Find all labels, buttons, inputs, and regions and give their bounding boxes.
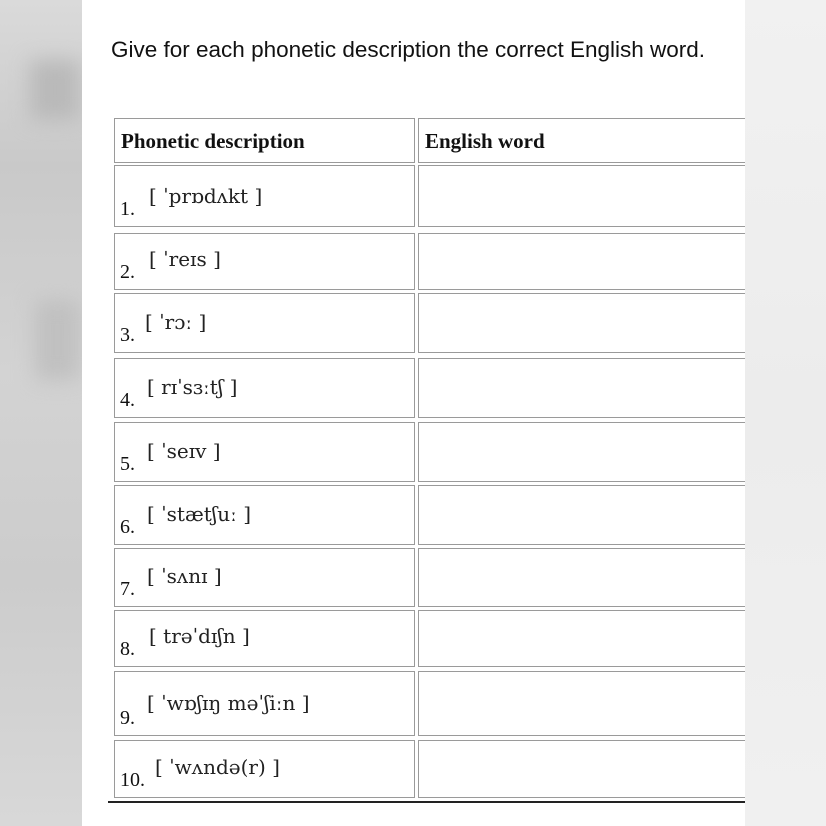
phonetic-cell: [114, 485, 415, 545]
row-number: 4.: [120, 389, 135, 411]
row-number: 5.: [120, 453, 135, 475]
row-number: 2.: [120, 261, 135, 283]
answer-cell[interactable]: [418, 233, 745, 290]
phonetic-transcription: [ ˈwʌndə(r) ]: [155, 755, 280, 779]
row-number: 8.: [120, 638, 135, 660]
answer-cell[interactable]: [418, 740, 745, 798]
table-row: [114, 358, 745, 418]
worksheet-page: [82, 0, 745, 826]
answer-cell[interactable]: [418, 422, 745, 482]
row-number: 1.: [120, 198, 135, 220]
answer-cell[interactable]: [418, 485, 745, 545]
table-row: [114, 610, 745, 667]
phonetic-transcription: [ trəˈdɪʃn ]: [149, 624, 250, 648]
header-english-word: English word: [425, 129, 545, 153]
phonetic-transcription: [ ˈwɒʃɪŋ məˈʃiːn ]: [147, 691, 310, 715]
phonetic-cell: [114, 358, 415, 418]
phonetic-cell: [114, 740, 415, 798]
table-row: [114, 740, 745, 798]
phonetic-cell: [114, 233, 415, 290]
header-phonetic-description: Phonetic description: [121, 129, 305, 153]
header-cell-phonetic: [114, 118, 415, 163]
phonetic-transcription: [ ˈrɔː ]: [145, 310, 207, 334]
header-cell-english: [418, 118, 745, 163]
phonetic-transcription: [ ˈstætʃuː ]: [147, 502, 252, 526]
phonetic-transcription: [ ˈsʌnɪ ]: [147, 564, 222, 588]
answer-cell[interactable]: [418, 610, 745, 667]
phonetic-transcription: [ ˈreɪs ]: [149, 247, 221, 271]
table-header-row: [114, 118, 745, 163]
phonetic-cell: [114, 165, 415, 227]
row-number: 7.: [120, 578, 135, 600]
row-number: 10.: [120, 769, 145, 791]
table-row: [114, 548, 745, 607]
phonetic-transcription: [ rɪˈsɜːtʃ ]: [147, 375, 238, 399]
answer-cell[interactable]: [418, 165, 745, 227]
answer-cell[interactable]: [418, 358, 745, 418]
answer-cell[interactable]: [418, 548, 745, 607]
phonetic-cell: [114, 671, 415, 736]
table-row: [114, 485, 745, 545]
row-number: 9.: [120, 707, 135, 729]
right-blurred-margin: [745, 0, 826, 826]
instruction-text: Give for each phonetic description the correct English word.: [111, 37, 706, 62]
table-row: [114, 233, 745, 290]
row-number: 3.: [120, 324, 135, 346]
phonetic-transcription: [ ˈprɒdʌkt ]: [149, 184, 263, 208]
phonetic-cell: [114, 548, 415, 607]
row-number: 6.: [120, 516, 135, 538]
phonetic-transcription: [ ˈseɪv ]: [147, 439, 221, 463]
table-row: [114, 293, 745, 353]
answer-cell[interactable]: [418, 671, 745, 736]
table-row: [114, 165, 745, 227]
left-blurred-margin: [0, 0, 82, 826]
answer-cell[interactable]: [418, 293, 745, 353]
table-row: [114, 422, 745, 482]
phonetic-cell: [114, 293, 415, 353]
phonetic-cell: [114, 610, 415, 667]
table-row: [114, 671, 745, 736]
phonetic-cell: [114, 422, 415, 482]
table-bottom-rule: [108, 801, 745, 803]
